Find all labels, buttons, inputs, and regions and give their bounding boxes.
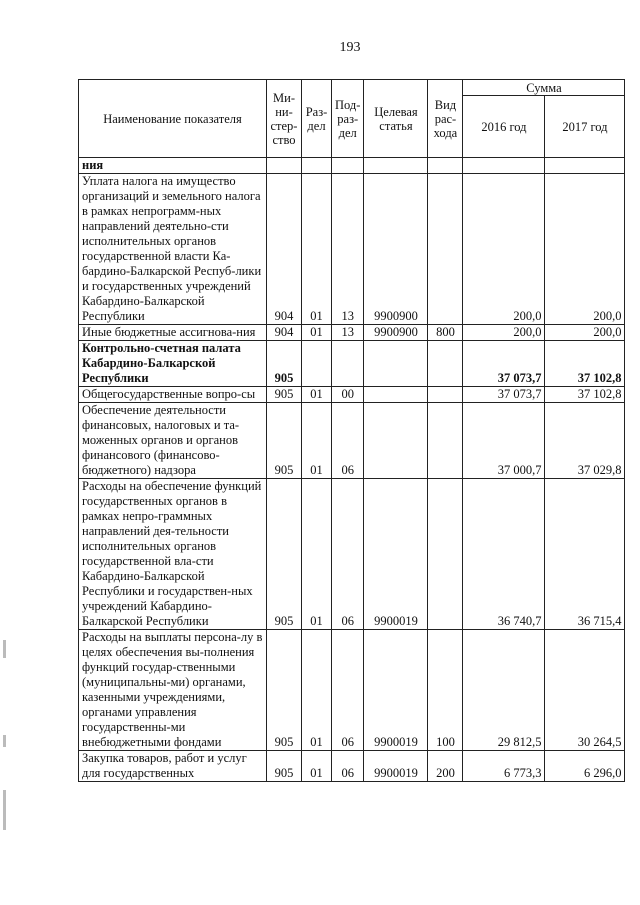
row-name: ния — [79, 158, 267, 174]
row-ministry — [267, 158, 302, 174]
row-name: Общегосударственные вопро-сы — [79, 387, 267, 403]
row-section: 01 — [302, 479, 332, 630]
row-sum-2017: 200,0 — [545, 174, 625, 325]
row-sum-2017: 37 102,8 — [545, 341, 625, 387]
header-year-2017: 2017 год — [545, 96, 625, 158]
row-name: Обеспечение деятельности финансовых, налоговых и та-моженных органов и органов финансового (финансово-бюджетного) надзора — [79, 403, 267, 479]
row-sum-2017: 36 715,4 — [545, 479, 625, 630]
table-row — [79, 341, 625, 387]
row-subsection — [332, 341, 364, 387]
row-section — [302, 341, 332, 387]
header-name: Наименование показателя — [79, 80, 267, 158]
row-target — [364, 403, 428, 479]
header-ministry: Ми- ни- стер- ство — [267, 80, 302, 158]
row-name: Закупка товаров, работ и услуг для государственных — [79, 751, 267, 782]
row-expense-type: 200 — [428, 751, 463, 782]
row-subsection: 06 — [332, 479, 364, 630]
row-sum-2016: 37 000,7 — [463, 403, 545, 479]
row-sum-2016: 29 812,5 — [463, 630, 545, 751]
row-sum-2016: 36 740,7 — [463, 479, 545, 630]
row-ministry: 905 — [267, 630, 302, 751]
row-expense-type — [428, 479, 463, 630]
row-sum-2017: 6 296,0 — [545, 751, 625, 782]
header-target: Целевая статья — [364, 80, 428, 158]
row-sum-2017: 30 264,5 — [545, 630, 625, 751]
row-target: 9900900 — [364, 174, 428, 325]
header-sum: Сумма — [463, 80, 625, 96]
row-sum-2016: 200,0 — [463, 174, 545, 325]
row-section: 01 — [302, 630, 332, 751]
row-section: 01 — [302, 387, 332, 403]
table-row — [79, 387, 625, 403]
row-expense-type — [428, 174, 463, 325]
row-subsection: 13 — [332, 174, 364, 325]
row-expense-type: 800 — [428, 325, 463, 341]
row-sum-2016 — [463, 158, 545, 174]
row-ministry: 905 — [267, 479, 302, 630]
row-expense-type: 100 — [428, 630, 463, 751]
table-row — [79, 325, 625, 341]
row-sum-2016: 200,0 — [463, 325, 545, 341]
row-name: Уплата налога на имущество организаций и земельного налога в рамках непрограмм-ных направлений деятельно-сти исполнительных органов государственной власти Ка-бардино-Балкарской Респуб-лики и государственных учреждений Кабардино-Балкарской Республики — [79, 174, 267, 325]
row-subsection: 06 — [332, 751, 364, 782]
row-name: Иные бюджетные ассигнова-ния — [79, 325, 267, 341]
row-target: 9900900 — [364, 325, 428, 341]
row-expense-type — [428, 341, 463, 387]
row-target — [364, 341, 428, 387]
header-year-2016: 2016 год — [463, 96, 545, 158]
row-subsection: 06 — [332, 630, 364, 751]
row-target: 9900019 — [364, 479, 428, 630]
row-target — [364, 158, 428, 174]
table-row — [79, 174, 625, 325]
header-subsection: Под- раз- дел — [332, 80, 364, 158]
row-ministry: 905 — [267, 403, 302, 479]
row-expense-type — [428, 158, 463, 174]
row-section: 01 — [302, 174, 332, 325]
table-row — [79, 479, 625, 630]
row-sum-2017 — [545, 158, 625, 174]
row-name: Расходы на обеспечение функций государственных органов в рамках непро-граммных направлений дея-тельности исполнительных органов государственной вла-сти Кабардино-Балкарской Республики и государствен-ных учреждений Кабардино-Балкарской Республики — [79, 479, 267, 630]
row-expense-type — [428, 403, 463, 479]
row-sum-2017: 200,0 — [545, 325, 625, 341]
row-target: 9900019 — [364, 630, 428, 751]
table-row — [79, 751, 625, 782]
row-target: 9900019 — [364, 751, 428, 782]
row-sum-2017: 37 102,8 — [545, 387, 625, 403]
page-number: 193 — [339, 40, 361, 55]
table-row — [79, 630, 625, 751]
table-row — [79, 403, 625, 479]
row-ministry: 905 — [267, 751, 302, 782]
header-expense-type: Вид рас- хода — [428, 80, 463, 158]
row-ministry: 905 — [267, 341, 302, 387]
row-sum-2016: 37 073,7 — [463, 387, 545, 403]
header-section: Раз- дел — [302, 80, 332, 158]
row-target — [364, 387, 428, 403]
scan-mark — [3, 735, 6, 747]
row-subsection: 00 — [332, 387, 364, 403]
row-sum-2017: 37 029,8 — [545, 403, 625, 479]
row-subsection: 06 — [332, 403, 364, 479]
row-ministry: 904 — [267, 325, 302, 341]
row-sum-2016: 37 073,7 — [463, 341, 545, 387]
budget-table — [78, 79, 625, 782]
row-section: 01 — [302, 325, 332, 341]
row-name: Контрольно-счетная палата Кабардино-Балкарской Республики — [79, 341, 267, 387]
table-row — [79, 158, 625, 174]
scan-mark — [3, 640, 6, 658]
row-subsection: 13 — [332, 325, 364, 341]
row-section — [302, 158, 332, 174]
row-ministry: 904 — [267, 174, 302, 325]
row-sum-2016: 6 773,3 — [463, 751, 545, 782]
row-name: Расходы на выплаты персона-лу в целях обеспечения вы-полнения функций государ-ственными (муниципальны-ми) органами, казенными учреждениями, органами управления государственны-ми внебюджетными фондами — [79, 630, 267, 751]
scan-mark — [3, 790, 6, 830]
row-expense-type — [428, 387, 463, 403]
row-section: 01 — [302, 403, 332, 479]
row-ministry: 905 — [267, 387, 302, 403]
row-subsection — [332, 158, 364, 174]
row-section: 01 — [302, 751, 332, 782]
